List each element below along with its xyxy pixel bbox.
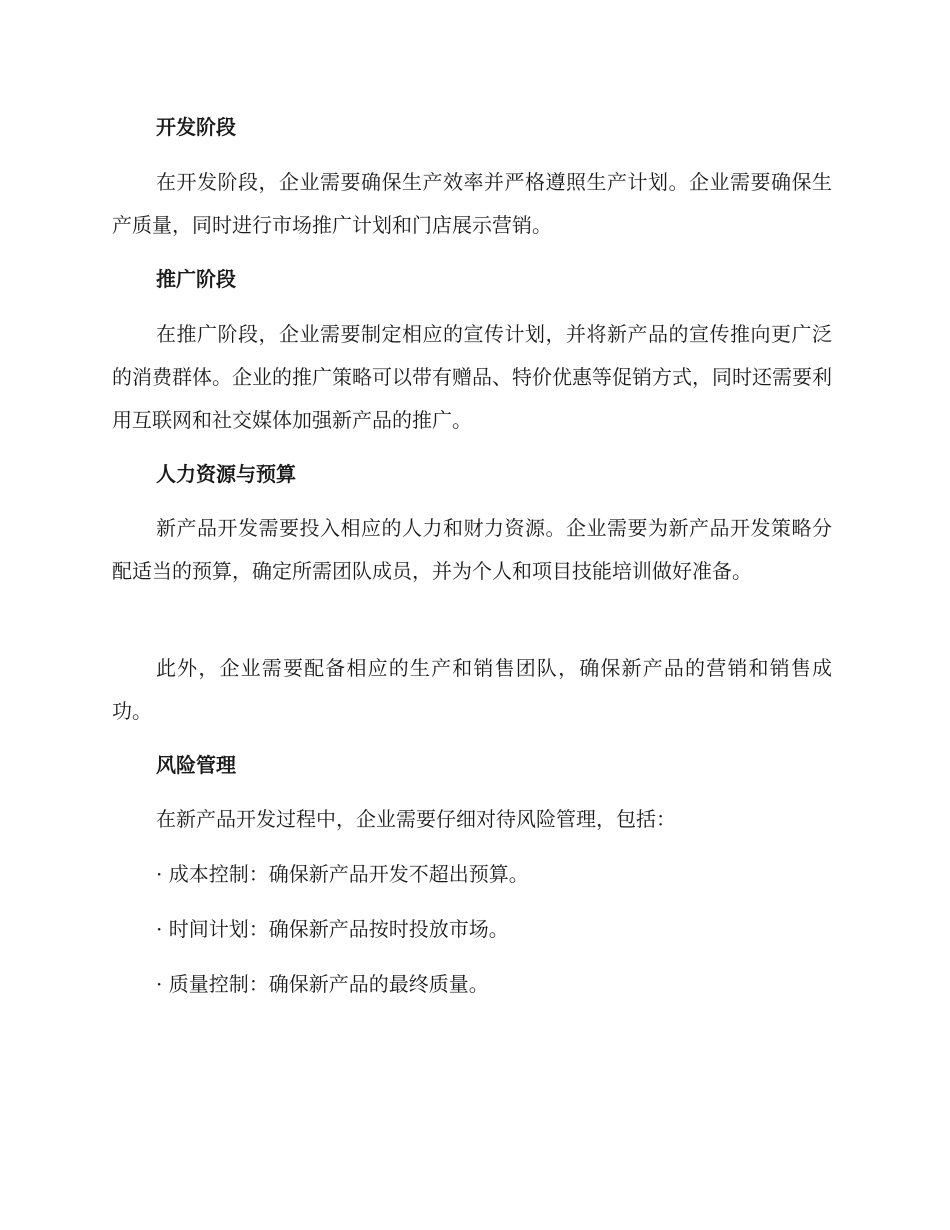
list-item-cost-control: · 成本控制：确保新产品开发不超出预算。 — [156, 862, 529, 886]
section-heading-risk: 风险管理 — [156, 753, 236, 777]
paragraph-promotion: 在推广阶段，企业需要制定相应的宣传计划，并将新产品的宣传推向更广泛的消费群体。企业的推广策略可以带有赠品、特价优惠等促销方式，同时还需要利用互联网和社交媒体加强新产品的推广。 — [112, 322, 832, 432]
paragraph-resources-1: 新产品开发需要投入相应的人力和财力资源。企业需要为新产品开发策略分配适当的预算，确定所需团队成员，并为个人和项目技能培训做好准备。 — [112, 516, 832, 583]
section-heading-resources: 人力资源与预算 — [156, 462, 296, 486]
list-item-time-plan: · 时间计划：确保新产品按时投放市场。 — [156, 917, 509, 941]
paragraph-resources-2: 此外，企业需要配备相应的生产和销售团队，确保新产品的营销和销售成功。 — [112, 656, 832, 723]
paragraph-development: 在开发阶段，企业需要确保生产效率并严格遵照生产计划。企业需要确保生产质量，同时进行市场推广计划和门店展示营销。 — [112, 170, 832, 237]
list-item-quality-control: · 质量控制：确保新产品的最终质量。 — [156, 972, 489, 996]
section-heading-promotion: 推广阶段 — [156, 267, 236, 291]
paragraph-risk-intro: 在新产品开发过程中，企业需要仔细对待风险管理，包括： — [156, 807, 676, 831]
section-heading-development: 开发阶段 — [156, 115, 236, 139]
